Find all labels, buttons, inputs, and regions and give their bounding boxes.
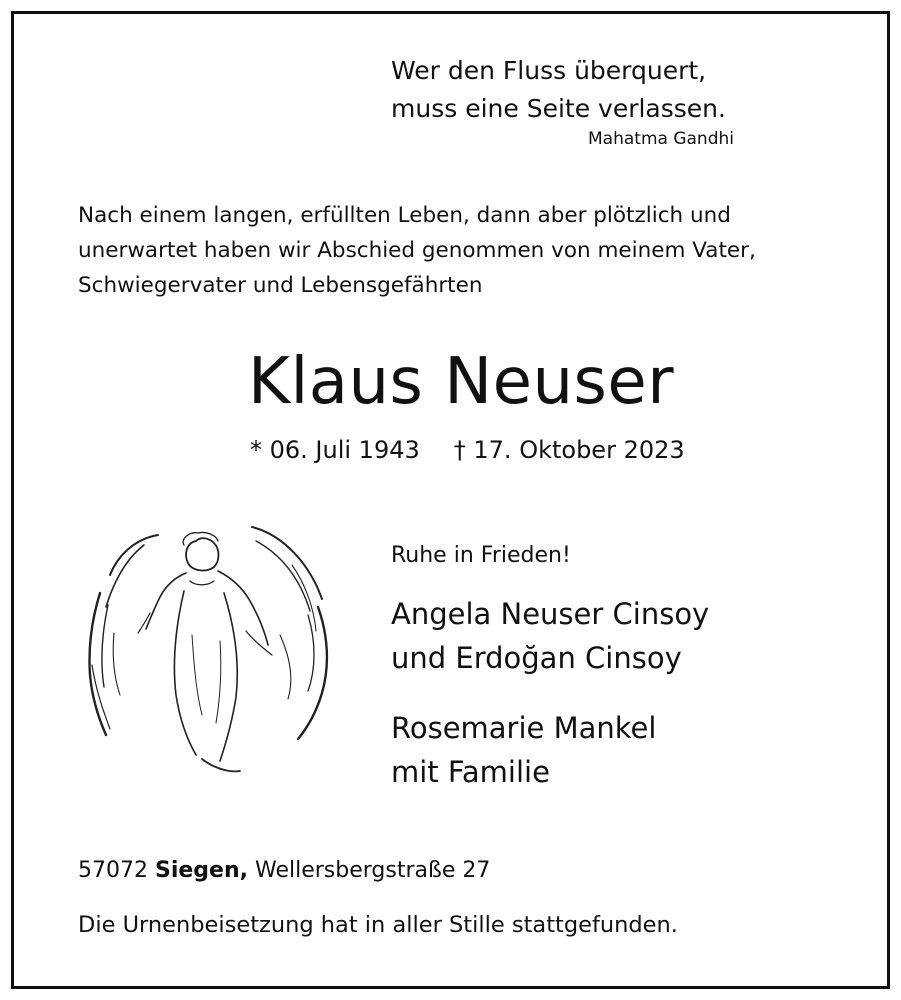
quote [391,52,726,128]
quote-line-1: Wer den Fluss überquert, [391,56,707,85]
mourner-line: mit Familie [391,755,550,789]
birth-date: * 06. Juli 1943 [250,436,420,464]
angel-icon [80,515,340,790]
mourner-line: Rosemarie Mankel [391,711,657,745]
intro-text [78,198,756,303]
intro-line-3: Schwiegervater und Lebensgefährten [78,273,483,298]
intro-line-1: Nach einem langen, erfüllten Leben, dann aber plötzlich und [78,203,731,228]
mourner-line: Angela Neuser Cinsoy [391,597,710,631]
life-dates [250,430,685,470]
city: Siegen, [155,858,248,883]
address [78,852,490,890]
burial-note: Die Urnenbeisetzung hat in aller Stille stattgefunden. [78,912,678,938]
postcode: 57072 [78,858,148,883]
rest-in-peace: Ruhe in Frieden! [391,543,571,568]
deceased-name: Klaus Neuser [248,345,675,419]
mourner-group-2 [391,706,656,794]
death-date: † 17. Oktober 2023 [453,436,685,464]
mourner-group-1 [391,592,709,680]
mourner-line: und Erdoğan Cinsoy [391,641,682,675]
notice-border [11,11,890,989]
quote-author: Mahatma Gandhi [588,129,734,149]
street: Wellersbergstraße 27 [255,858,491,883]
quote-line-2: muss eine Seite verlassen. [391,94,726,123]
intro-line-2: unerwartet haben wir Abschied genommen von meinem Vater, [78,238,756,263]
